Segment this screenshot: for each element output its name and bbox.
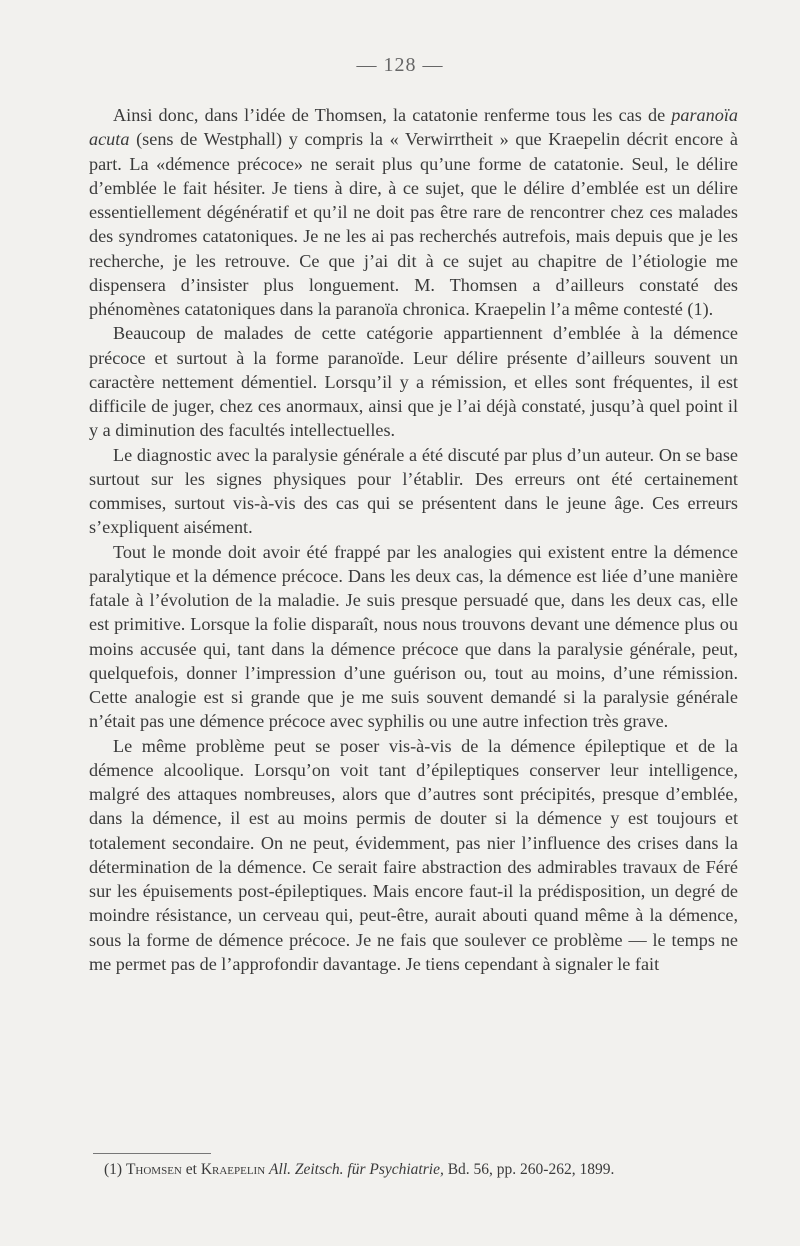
text-run: Le diagnostic avec la paralysie générale a été discuté par plus d’un auteur. On se base surtout sur les signes physiques pour l’établir. Des erreurs ont été certainement commises, surtout vis-à-vis des cas qui se présentent dans le jeune âge. Ces erreurs s’expliquent aisément.	[89, 444, 738, 538]
text-run: Bd. 56, pp. 260-262, 1899.	[443, 1161, 615, 1178]
author-name: Thomsen	[125, 1161, 182, 1178]
footnote	[104, 1160, 744, 1180]
text-run: Le même problème peut se poser vis-à-vis de la démence épileptique et de la démence alcoolique. Lorsqu’on voit tant d’épileptiques conserver leur intelligence, malgré des attaques nombreuses, alors que d’autres sont précipités, presque d’emblée, dans la démence, il est au moins permis de douter si la démence y est toujours et totalement secondaire. On ne peut, évidemment, pas nier l’influence des crises dans la détermination de la démence. Ce serait faire abstraction des admirables travaux de Féré sur les épuisements post-épileptiques. Mais encore faut-il la prédisposition, un degré de moindre résistance, un cerveau qui, peut-être, aurait abouti quand même à la démence, sous la forme de démence précoce. Je ne fais que soulever ce problème — le temps ne me permet pas de l’approfondir davantage. Je tiens cependant à signaler le fait	[89, 735, 738, 974]
italic-text: All. Zeitsch. für Psychiatrie,	[269, 1161, 444, 1178]
paragraph	[89, 103, 738, 321]
text-run: (sens de Westphall) y compris la « Verwirrtheit » que Kraepelin décrit encore à part. La «démence précoce» ne serait plus qu’une forme de catatonie. Seul, le délire d’emblée le fait hésiter. Je tiens à dire, à ce sujet, que le délire d’emblée est un délire essentiellement dégénératif et qu’il ne doit pas être rare de rencontrer chez ces malades des syndromes catatoniques. Je ne les ai pas recherchés autrefois, mais depuis que je les recherche, je les retrouve. Ce que j’ai dit à ce sujet au chapitre de l’étiologie me dispensera d’insister plus longuement. M. Thomsen a d’ailleurs constaté des phénomènes catatoniques dans la paranoïa chronica. Kraepelin l’a même contesté (1).	[89, 129, 738, 319]
author-name: Kraepelin	[200, 1161, 266, 1178]
body-text	[89, 103, 738, 976]
text-run: Beaucoup de malades de cette catégorie appartiennent d’emblée à la démence précoce et surtout à la forme paranoïde. Leur délire présente d’ailleurs souvent un caractère nettement démentiel. Lorsqu’il y a rémission, et elles sont fréquentes, il est difficile de juger, chez ces anormaux, ainsi que je l’ai déjà constaté, jusqu’à quel point il y a diminution des facultés intellectuelles.	[89, 323, 738, 441]
text-run: Tout le monde doit avoir été frappé par les analogies qui existent entre la démence paralytique et la démence précoce. Dans les deux cas, la démence est liée d’une manière fatale à l’évolution de la maladie. Je suis presque persuadé que, dans les deux cas, elle est primitive. Lorsque la folie disparaît, nous nous trouvons devant une démence plus ou moins accusée qui, tant dans la démence précoce que dans la paralysie générale, peut, quelquefois, donner l’impression d’une guérison ou, tout au moins, d’une rémission. Cette analogie est si grande que je me suis souvent demandé si la paralysie générale n’était pas une démence précoce avec syphilis ou une autre infection très grave.	[89, 541, 738, 732]
page-number: — 128 —	[356, 54, 444, 76]
text-run: (1)	[104, 1161, 126, 1178]
paragraph	[89, 734, 738, 977]
text-run: et	[181, 1161, 201, 1178]
paragraph	[89, 540, 738, 734]
italic-text: paranoïa acuta	[89, 105, 738, 150]
text-run: Ainsi donc, dans l’idée de Thomsen, la catatonie renferme tous les cas de	[113, 105, 672, 125]
paragraph	[89, 321, 738, 442]
footnote-divider	[93, 1153, 211, 1154]
paragraph	[89, 443, 738, 540]
